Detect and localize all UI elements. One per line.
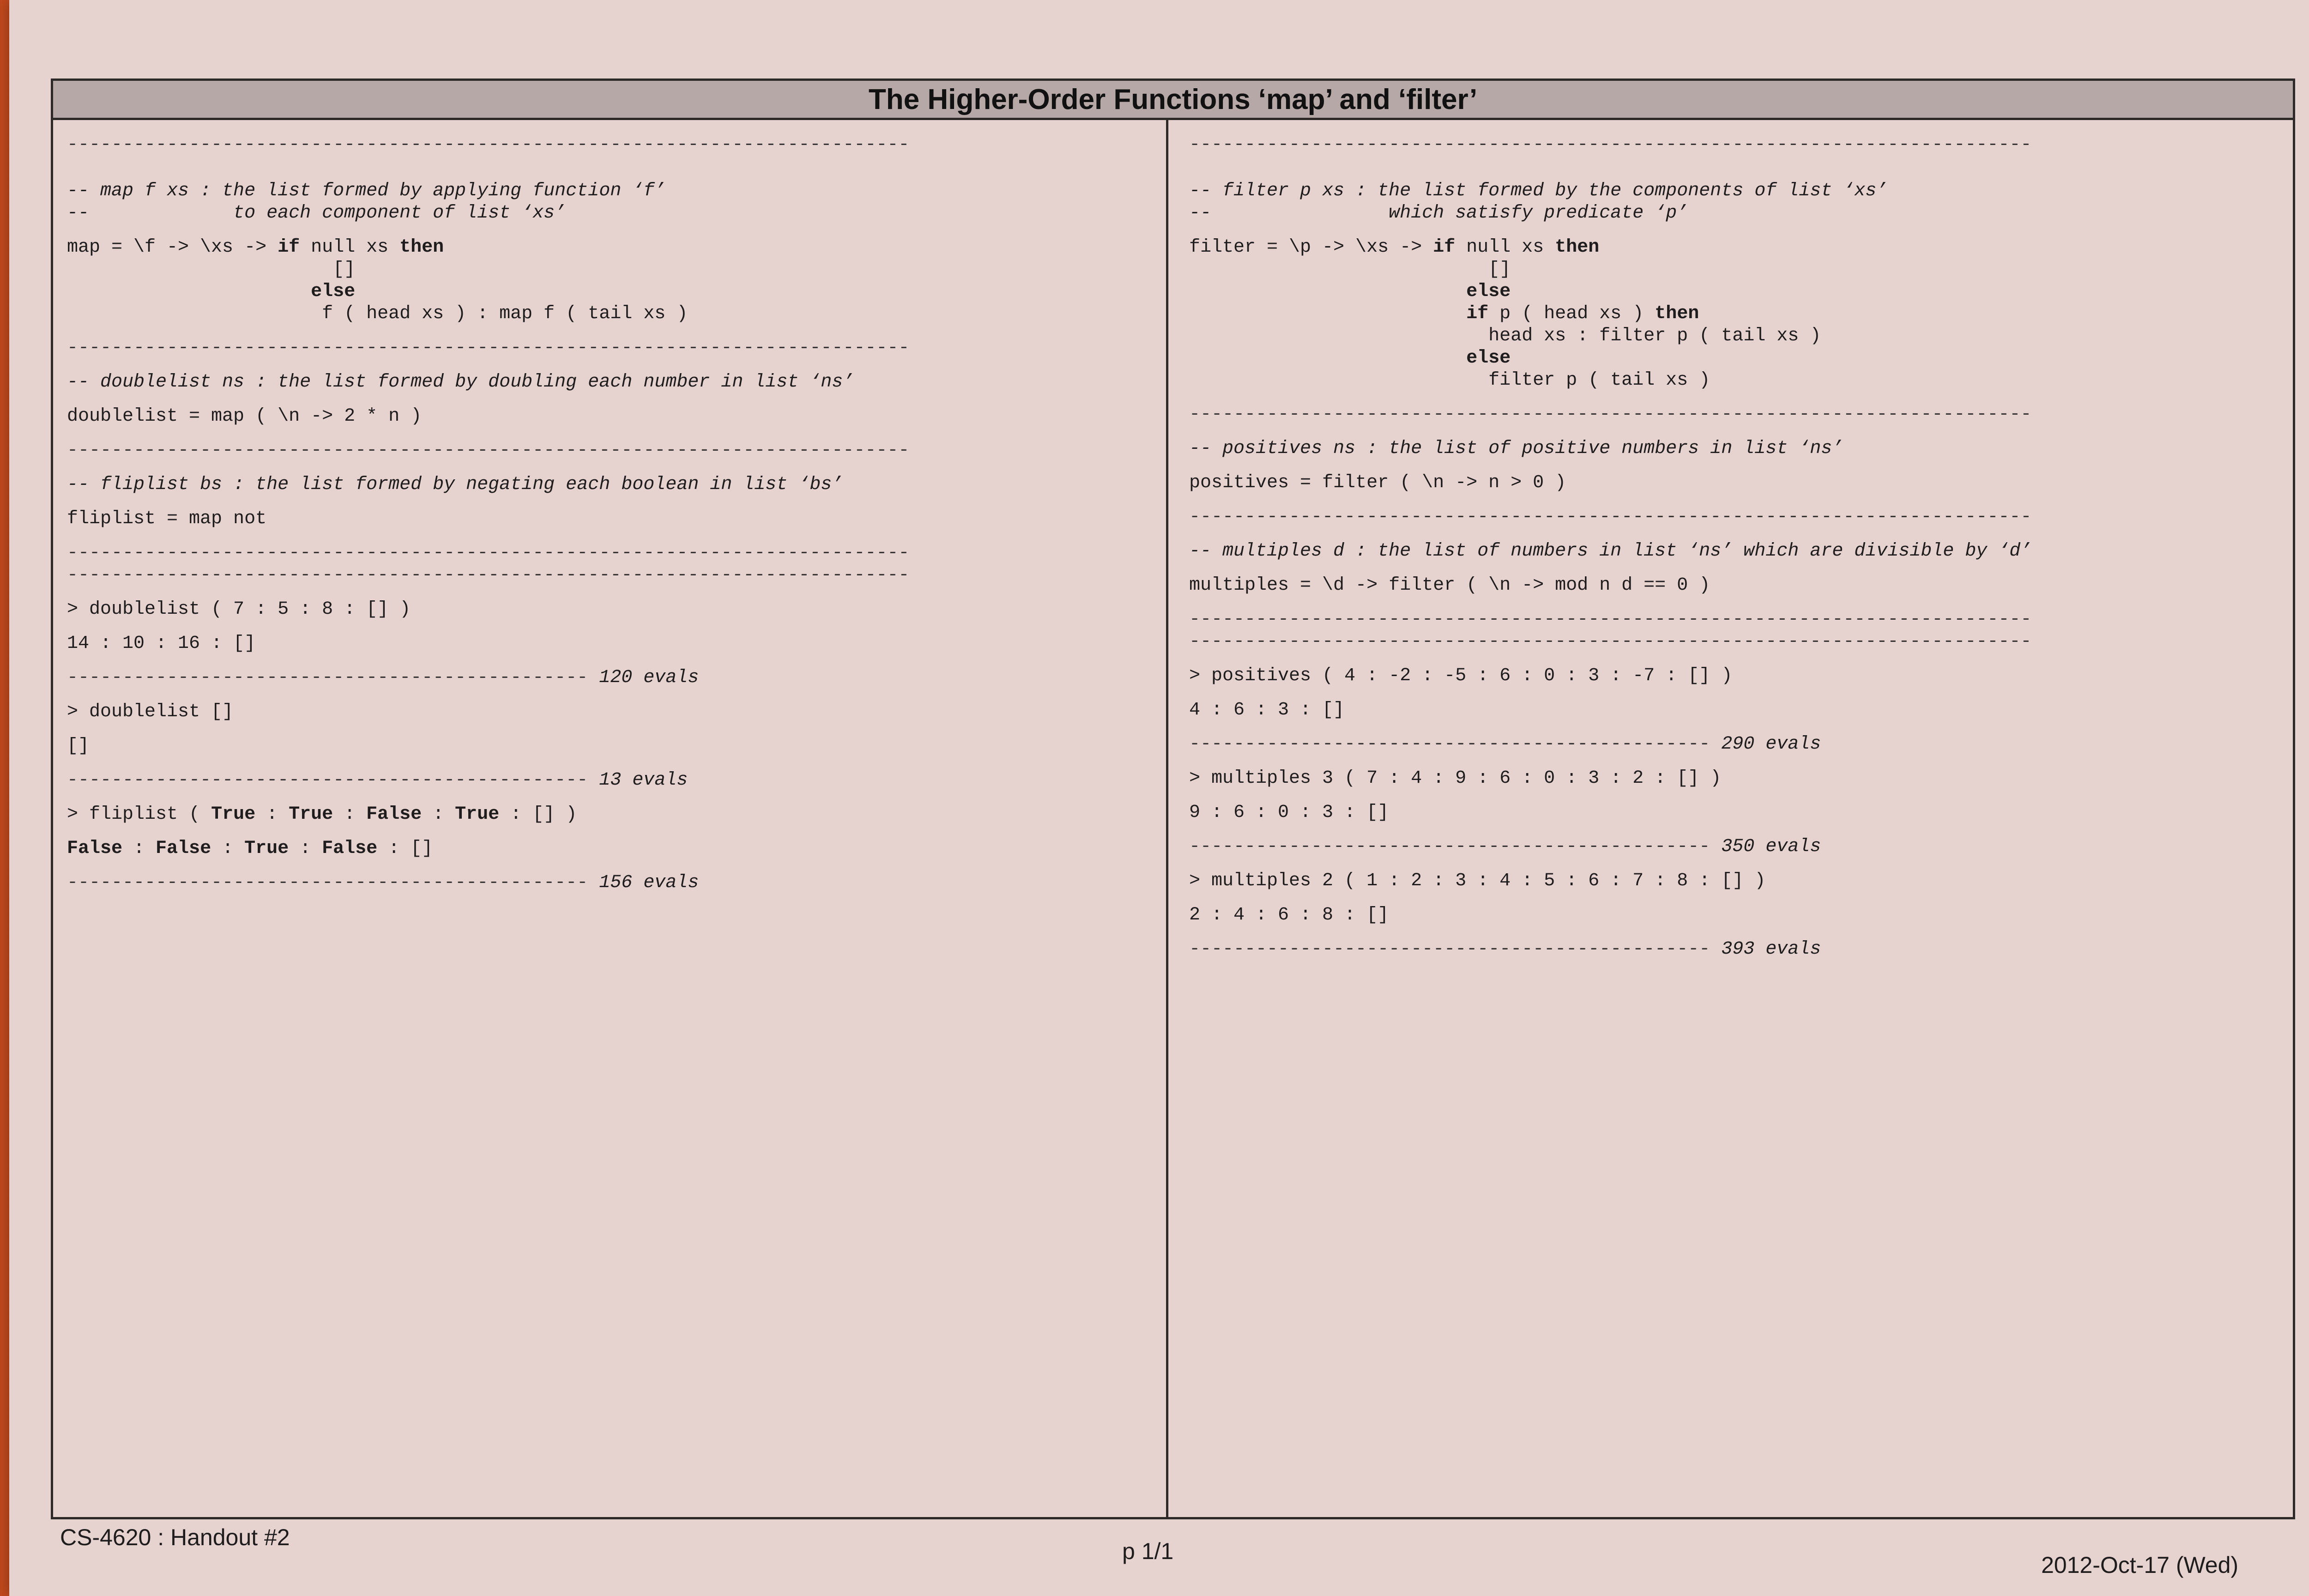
positives-comment: -- positives ns : the list of positive numbers in list ‘ns’ — [1189, 438, 1844, 459]
filter-definition-line-7: filter p ( tail xs ) — [1189, 370, 1711, 391]
handout-sheet — [9, 0, 2309, 1596]
code-indent — [1189, 348, 1466, 369]
map-definition-line-1 — [67, 236, 1143, 259]
filter-comment-1: -- filter p xs : the list formed by the components of list ‘xs’ — [1189, 181, 1888, 201]
column-divider — [1166, 120, 1168, 1517]
example-output — [67, 838, 1143, 860]
evals-separator — [1189, 733, 2265, 756]
separator: ---------------------------------------------------------------------------- — [67, 565, 910, 586]
evals-separator — [1189, 836, 2265, 858]
eval-count: 350 evals — [1721, 836, 1821, 857]
code-indent — [1189, 303, 1466, 324]
multiples-comment: -- multiples d : the list of numbers in list ‘ns’ which are divisible by ‘d’ — [1189, 541, 2032, 562]
separator: ----------------------------------------------- — [67, 770, 599, 791]
code-bool: False — [156, 838, 212, 859]
code-text: : — [255, 804, 289, 825]
keyword-else: else — [1466, 281, 1511, 302]
separator: ---------------------------------------------------------------------------- — [1189, 609, 2032, 630]
doublelist-definition: doublelist = map ( \n -> 2 * n ) — [67, 406, 422, 427]
separator: ---------------------------------------------------------------------------- — [1189, 631, 2032, 652]
map-definition-line-3 — [67, 281, 1143, 303]
code-text: : — [422, 804, 455, 825]
example-output: 2 : 4 : 6 : 8 : [] — [1189, 905, 1389, 925]
separator: ---------------------------------------------------------------------------- — [1189, 507, 2032, 527]
example-command — [67, 804, 1143, 826]
code-text: null xs — [1455, 237, 1555, 258]
evals-separator — [67, 872, 1143, 894]
title-bar — [53, 81, 2293, 120]
separator: ----------------------------------------------- — [1189, 836, 1722, 857]
example-output: 14 : 10 : 16 : [] — [67, 633, 256, 654]
code-bool: False — [322, 838, 378, 859]
keyword-then: then — [1655, 303, 1699, 324]
footer-course: CS-4620 : Handout #2 — [60, 1524, 290, 1550]
filter-definition-line-4 — [1189, 303, 2265, 325]
example-command: > positives ( 4 : -2 : -5 : 6 : 0 : 3 : -7 : [] ) — [1189, 665, 1733, 686]
example-command: > multiples 2 ( 1 : 2 : 3 : 4 : 5 : 6 : 7 : 8 : [] ) — [1189, 871, 1766, 891]
code-text: : — [211, 838, 245, 859]
evals-separator — [1189, 938, 2265, 961]
filter-comment-2: -- which satisfy predicate ‘p’ — [1189, 203, 1688, 224]
keyword-then: then — [399, 237, 444, 258]
example-command: > doublelist ( 7 : 5 : 8 : [] ) — [67, 599, 411, 620]
code-text: : [] — [377, 838, 433, 859]
keyword-if: if — [1466, 303, 1489, 324]
evals-separator — [67, 667, 1143, 689]
map-comment-2: -- to each component of list ‘xs’ — [67, 203, 566, 224]
keyword-else: else — [1466, 348, 1511, 369]
eval-count: 393 evals — [1721, 939, 1821, 960]
code-text: > fliplist ( — [67, 804, 212, 825]
separator: ----------------------------------------------- — [1189, 939, 1722, 960]
eval-count: 120 evals — [599, 667, 699, 688]
code-text: : — [333, 804, 367, 825]
doublelist-comment: -- doublelist ns : the list formed by doubling each number in list ‘ns’ — [67, 372, 854, 393]
example-output: 4 : 6 : 3 : [] — [1189, 700, 1345, 720]
code-bool: True — [211, 804, 256, 825]
keyword-if: if — [1433, 237, 1456, 258]
multiples-definition: multiples = \d -> filter ( \n -> mod n d == 0 ) — [1189, 575, 1711, 596]
separator: ---------------------------------------------------------------------------- — [67, 134, 910, 155]
separator: ---------------------------------------------------------------------------- — [67, 338, 910, 358]
separator: ----------------------------------------------- — [1189, 734, 1722, 755]
code-bool: True — [455, 804, 500, 825]
code-indent — [1189, 281, 1466, 302]
footer-date: 2012-Oct-17 (Wed) — [2041, 1552, 2239, 1578]
map-definition-line-4: f ( head xs ) : map f ( tail xs ) — [67, 303, 688, 324]
keyword-if: if — [278, 237, 300, 258]
right-column — [1189, 134, 2265, 1508]
code-indent — [67, 281, 311, 302]
eval-count: 156 evals — [599, 872, 699, 893]
example-output: 9 : 6 : 0 : 3 : [] — [1189, 802, 1389, 823]
code-text: p ( head xs ) — [1488, 303, 1655, 324]
filter-definition-line-1 — [1189, 236, 2265, 259]
eval-count: 13 evals — [599, 770, 688, 791]
filter-definition-line-6 — [1189, 347, 2265, 369]
handout-frame — [51, 79, 2295, 1519]
filter-definition-line-2: [] — [1189, 259, 1511, 280]
filter-definition-line-3 — [1189, 281, 2265, 303]
eval-count: 290 evals — [1721, 734, 1821, 755]
example-output: [] — [67, 736, 90, 756]
code-bool: False — [67, 838, 123, 859]
separator: ---------------------------------------------------------------------------- — [1189, 404, 2032, 425]
separator: ----------------------------------------------- — [67, 667, 599, 688]
page-title: The Higher-Order Functions ‘map’ and ‘filter’ — [868, 83, 1478, 115]
fliplist-comment: -- fliplist bs : the list formed by negating each boolean in list ‘bs’ — [67, 474, 843, 495]
keyword-else: else — [311, 281, 356, 302]
code-text: : [] ) — [499, 804, 577, 825]
code-bool: True — [244, 838, 289, 859]
separator: ----------------------------------------------- — [67, 872, 599, 893]
code-bool: True — [289, 804, 333, 825]
keyword-then: then — [1555, 237, 1600, 258]
evals-separator — [67, 769, 1143, 792]
code-text: filter = \p -> \xs -> — [1189, 237, 1433, 258]
filter-definition-line-5: head xs : filter p ( tail xs ) — [1189, 326, 1821, 346]
positives-definition: positives = filter ( \n -> n > 0 ) — [1189, 472, 1566, 493]
code-text: : — [289, 838, 322, 859]
code-text: map = \f -> \xs -> — [67, 237, 278, 258]
code-text: : — [122, 838, 156, 859]
separator: ---------------------------------------------------------------------------- — [67, 440, 910, 461]
code-text: null xs — [300, 237, 400, 258]
left-column — [67, 134, 1143, 1508]
code-bool: False — [366, 804, 422, 825]
map-definition-line-2: [] — [67, 259, 356, 280]
fliplist-definition: fliplist = map not — [67, 508, 267, 529]
footer-page-number: p 1/1 — [1122, 1538, 1174, 1564]
map-comment-1: -- map f xs : the list formed by applying function ‘f’ — [67, 181, 666, 201]
separator: ---------------------------------------------------------------------------- — [1189, 134, 2032, 155]
example-command: > doublelist [] — [67, 701, 234, 722]
example-command: > multiples 3 ( 7 : 4 : 9 : 6 : 0 : 3 : 2 : [] ) — [1189, 768, 1722, 789]
separator: ---------------------------------------------------------------------------- — [67, 543, 910, 563]
